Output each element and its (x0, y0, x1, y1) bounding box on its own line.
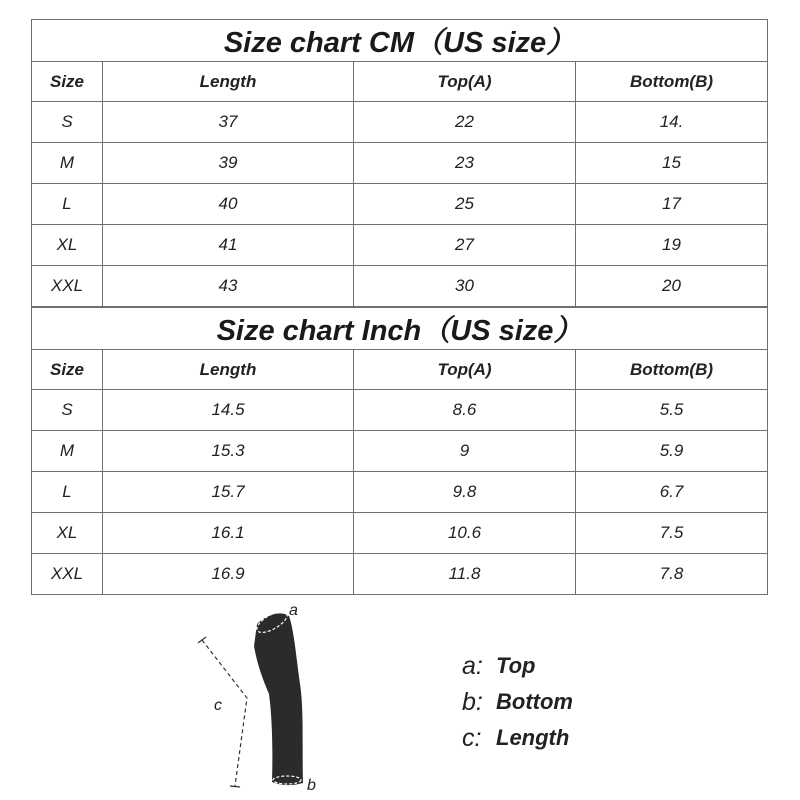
table-row (32, 513, 768, 554)
inch-chart-title: Size chart Inch（US size） (32, 308, 768, 350)
header-top: Top(A) (354, 350, 576, 390)
header-top: Top(A) (354, 62, 576, 102)
cell-length: 39 (103, 143, 354, 184)
legend-letter: a: (462, 651, 483, 680)
cell-length: 15.7 (103, 472, 354, 513)
cell-size: M (32, 143, 103, 184)
cell-size: S (32, 390, 103, 431)
cell-length: 37 (103, 102, 354, 143)
table-row (32, 554, 768, 595)
cell-bottom: 14. (576, 102, 768, 143)
legend-item-length (462, 720, 573, 756)
cell-size: XXL (32, 266, 103, 307)
cell-length: 43 (103, 266, 354, 307)
cell-length: 16.9 (103, 554, 354, 595)
label-c: c (214, 697, 222, 714)
table-row (32, 431, 768, 472)
header-bottom: Bottom(B) (576, 62, 768, 102)
cell-bottom: 19 (576, 225, 768, 266)
table-row (32, 184, 768, 225)
cell-bottom: 7.5 (576, 513, 768, 554)
cell-length: 41 (103, 225, 354, 266)
cell-top: 10.6 (354, 513, 576, 554)
inch-header-row (32, 350, 768, 390)
size-chart-inch (31, 307, 768, 595)
cell-top: 22 (354, 102, 576, 143)
header-size: Size (32, 62, 103, 102)
cell-top: 30 (354, 266, 576, 307)
table-row (32, 390, 768, 431)
measurement-legend (462, 648, 573, 756)
header-size: Size (32, 350, 103, 390)
cell-size: S (32, 102, 103, 143)
cell-top: 9.8 (354, 472, 576, 513)
table-row (32, 225, 768, 266)
header-bottom: Bottom(B) (576, 350, 768, 390)
label-b: b (307, 777, 316, 794)
cell-bottom: 17 (576, 184, 768, 225)
label-a: a (289, 602, 298, 619)
length-measure-line (202, 640, 247, 786)
cell-length: 16.1 (103, 513, 354, 554)
length-measure-cap-bottom (230, 786, 240, 787)
cell-size: M (32, 431, 103, 472)
cell-bottom: 5.5 (576, 390, 768, 431)
table-row (32, 266, 768, 307)
header-length: Length (103, 350, 354, 390)
cell-size: XL (32, 225, 103, 266)
cell-size: XXL (32, 554, 103, 595)
legend-item-top (462, 648, 573, 684)
legend-item-bottom (462, 684, 573, 720)
cell-size: XL (32, 513, 103, 554)
table-row (32, 472, 768, 513)
cell-bottom: 20 (576, 266, 768, 307)
arm-sleeve-diagram (190, 598, 340, 798)
cm-header-row (32, 62, 768, 102)
cell-top: 9 (354, 431, 576, 472)
table-row (32, 102, 768, 143)
header-length: Length (103, 62, 354, 102)
cell-top: 23 (354, 143, 576, 184)
legend-text: Length (496, 725, 570, 750)
cell-bottom: 15 (576, 143, 768, 184)
arm-sleeve-shape (254, 613, 303, 785)
legend-text: Bottom (496, 689, 573, 714)
cell-bottom: 6.7 (576, 472, 768, 513)
size-chart-cm (31, 19, 768, 307)
cell-length: 14.5 (103, 390, 354, 431)
cell-top: 8.6 (354, 390, 576, 431)
legend-letter: b: (462, 687, 483, 716)
cell-bottom: 7.8 (576, 554, 768, 595)
table-row (32, 143, 768, 184)
cell-top: 25 (354, 184, 576, 225)
cell-top: 11.8 (354, 554, 576, 595)
legend-text: Top (496, 653, 536, 678)
cm-chart-title: Size chart CM（US size） (32, 20, 768, 62)
legend-letter: c: (462, 723, 482, 752)
cell-length: 40 (103, 184, 354, 225)
cell-size: L (32, 184, 103, 225)
cell-top: 27 (354, 225, 576, 266)
length-measure-cap-top (198, 637, 206, 643)
cell-size: L (32, 472, 103, 513)
cell-bottom: 5.9 (576, 431, 768, 472)
cell-length: 15.3 (103, 431, 354, 472)
